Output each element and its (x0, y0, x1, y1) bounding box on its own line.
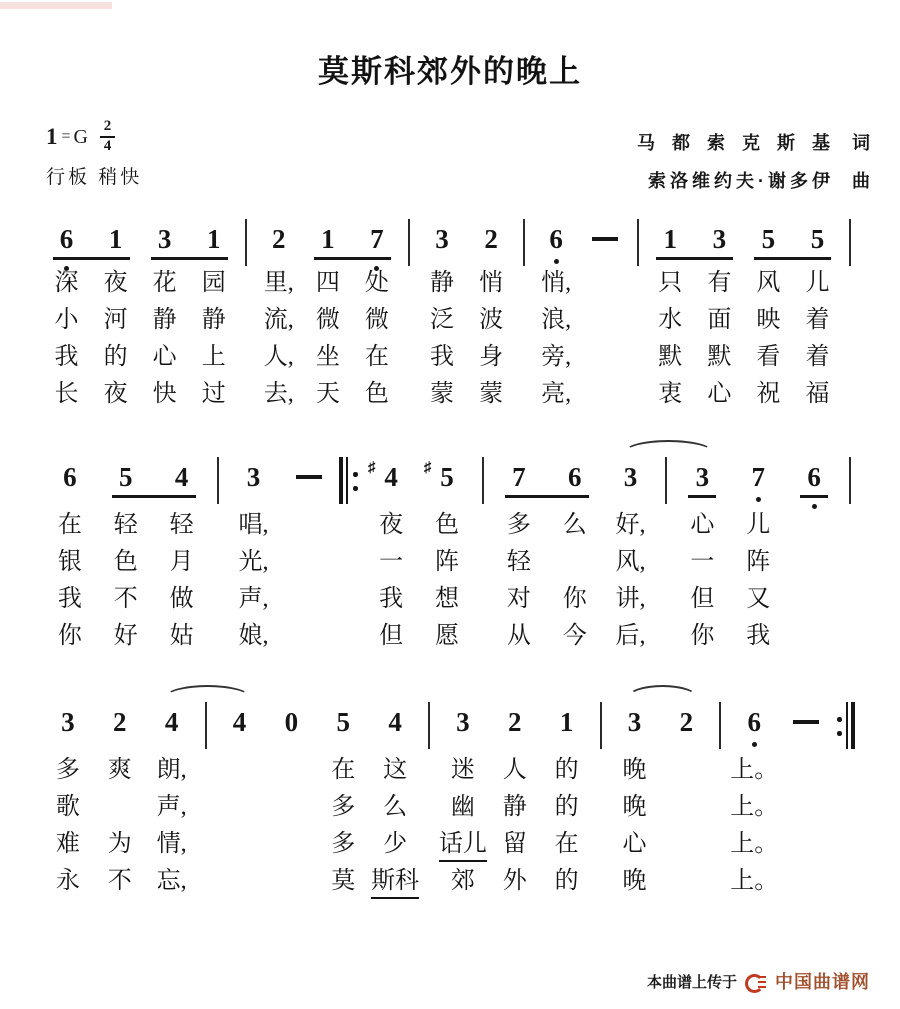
lyric-syllable: 祝 (756, 381, 781, 407)
lyric-syllable: 多 (55, 757, 80, 783)
lyric-syllable: 福 (805, 381, 830, 407)
lyric-syllable: 轻 (169, 512, 194, 538)
lyric-syllable: 静 (152, 307, 177, 333)
lyric-syllable: 不 (113, 586, 138, 612)
low-octave-dot (756, 497, 761, 502)
note-digit: 2 (508, 707, 522, 737)
lyric-syllable: 我 (746, 623, 771, 649)
lyric-syllable: 悄 (479, 270, 504, 296)
lyric-syllable: 阵 (746, 549, 771, 575)
note-digit: 3 (435, 224, 449, 254)
barline (719, 702, 721, 749)
lyric-syllable: 静 (201, 307, 226, 333)
lyric-syllable: 色 (113, 549, 138, 575)
repeat-right-thin-line (846, 702, 848, 749)
lyric-syllable: 四 (315, 270, 340, 296)
lyric-syllable: 轻 (113, 512, 138, 538)
lyric-syllable: 在 (331, 757, 356, 783)
lyric-syllable: 静 (502, 794, 527, 820)
note-digit: 6 (807, 462, 821, 492)
lyric-row (42, 381, 858, 413)
lyric-syllable: 朗, (156, 757, 187, 783)
repeat-dot (837, 731, 842, 736)
lyric-syllable: 天 (315, 381, 340, 407)
note-digit: 3 (456, 707, 470, 737)
lyric-row (42, 757, 858, 789)
lyric-syllable: 银 (57, 549, 82, 575)
lyric-syllable: 着 (805, 307, 830, 333)
note-digit: 6 (549, 224, 563, 254)
lyric-syllable: 光, (238, 549, 269, 575)
note-digit: 1 (321, 224, 335, 254)
lyric-syllable: 外 (502, 868, 527, 894)
lyric-syllable: 想 (435, 586, 459, 612)
barline (523, 219, 525, 266)
lyric-syllable: 我 (54, 344, 79, 370)
lyric-syllable: 愿 (435, 623, 459, 649)
lyric-syllable: 心 (690, 512, 715, 538)
lyric-syllable: 多 (331, 794, 356, 820)
site-logo-icon (745, 972, 767, 990)
site-name: 中国曲谱网 (775, 972, 870, 992)
lyricist-name: 马都索克斯基 (637, 133, 847, 153)
lyric-syllable: 浪, (541, 307, 572, 333)
tonic-label: 1 (46, 124, 58, 149)
lyric-syllable: 只 (658, 270, 683, 296)
lyric-syllable: 幽 (450, 794, 475, 820)
lyric-syllable: 上。 (730, 831, 779, 857)
lyric-syllable: 晚 (622, 794, 647, 820)
lyric-row (42, 344, 858, 376)
lyric-syllable: 儿 (805, 270, 830, 296)
lyric-syllable: 悄, (541, 270, 572, 296)
lyric-syllable: 多 (331, 831, 356, 857)
lyric-syllable: 晚 (622, 757, 647, 783)
lyric-syllable: 着 (805, 344, 830, 370)
lyric-syllable: 斯科 (371, 868, 419, 899)
duration-dash (793, 720, 819, 724)
lyric-syllable: 波 (479, 307, 504, 333)
note-digit: 5 (761, 224, 776, 254)
lyricist-role: 词 (852, 133, 870, 153)
lyric-syllable: 夜 (103, 381, 128, 407)
slur-arc (164, 685, 252, 711)
lyric-row (42, 270, 858, 302)
note-digit: 5 (440, 462, 454, 492)
composer-name: 索洛维约夫·谢多伊 (648, 171, 834, 191)
lyric-syllable: 蒙 (430, 381, 454, 407)
lyric-row (42, 868, 858, 900)
note-digit: 3 (712, 224, 727, 254)
lyric-syllable: 去, (263, 381, 294, 407)
note-digit: 3 (61, 707, 75, 737)
lyric-syllable: 爽 (107, 757, 132, 783)
lyric-syllable: 小 (54, 307, 79, 333)
lyric-syllable: 夜 (379, 512, 404, 538)
lyric-syllable: 今 (562, 623, 587, 649)
lyric-syllable: 默 (658, 344, 683, 370)
note-digit: 2 (113, 707, 127, 737)
lyric-syllable: 少 (383, 831, 408, 857)
lyric-syllable: 上 (201, 344, 226, 370)
underline-beam (53, 257, 130, 260)
sharp-accidental: ♯ (368, 460, 376, 476)
lyric-syllable: 有 (707, 270, 732, 296)
lyric-syllable: 风, (615, 549, 646, 575)
logo-bar-shape (758, 986, 766, 988)
lyric-syllable: 话儿 (439, 831, 487, 862)
lyric-syllable: 微 (315, 307, 340, 333)
note-digit: 2 (272, 224, 286, 254)
lyric-row (42, 512, 858, 544)
note-digit: 6 (59, 224, 74, 254)
lyric-syllable: 长 (54, 381, 79, 407)
lyric-syllable: 坐 (315, 344, 340, 370)
lyric-syllable: 身 (479, 344, 504, 370)
sharp-accidental: ♯ (424, 460, 432, 476)
note-digit: 7 (751, 462, 765, 492)
repeat-left-thick-line (339, 457, 343, 504)
note-digit: 7 (512, 462, 526, 492)
note-digit: 6 (63, 462, 77, 492)
note-digit: 4 (384, 462, 398, 492)
meter-denominator: 4 (103, 138, 112, 154)
slur-arc (627, 685, 699, 711)
lyric-syllable: 留 (502, 831, 527, 857)
lyric-syllable: 忘, (156, 868, 187, 894)
footer-watermark (647, 968, 870, 994)
repeat-left-thin-line (346, 457, 348, 504)
repeat-dot (837, 717, 842, 722)
lyric-syllable: 默 (707, 344, 732, 370)
rest-digit: 0 (284, 707, 299, 737)
note-digit: 1 (108, 224, 123, 254)
lyric-syllable: 声, (238, 586, 269, 612)
slur-arc (623, 440, 715, 466)
lyric-row (42, 831, 858, 863)
lyric-syllable: 多 (506, 512, 531, 538)
logo-bar-shape (758, 981, 766, 983)
lyric-syllable: 色 (364, 381, 389, 407)
lyric-syllable: 泛 (430, 307, 454, 333)
lyric-syllable: 蒙 (479, 381, 504, 407)
barline (482, 457, 484, 504)
lyric-syllable: 园 (201, 270, 226, 296)
lyric-syllable: 我 (57, 586, 82, 612)
lyric-syllable: 声, (156, 794, 187, 820)
lyric-syllable: 人, (263, 344, 294, 370)
lyric-syllable: 难 (55, 831, 80, 857)
underline-beam (151, 257, 228, 260)
note-digit: 5 (336, 707, 350, 737)
lyric-syllable: 阵 (435, 549, 459, 575)
underline-beam (656, 257, 733, 260)
lyric-syllable: 的 (103, 344, 128, 370)
lyric-syllable: 花 (152, 270, 177, 296)
lyric-syllable: 儿 (746, 512, 771, 538)
underline-beam (800, 495, 828, 498)
lyric-syllable: 上。 (730, 757, 779, 783)
lyric-syllable: 从 (506, 623, 531, 649)
lyric-syllable: 但 (379, 623, 404, 649)
lyric-syllable: 在 (554, 831, 579, 857)
note-digit: 3 (157, 224, 172, 254)
lyric-syllable: 水 (658, 307, 683, 333)
underline-beam (112, 495, 196, 498)
logo-bar-shape (758, 976, 766, 978)
lyric-syllable: 你 (562, 586, 587, 612)
barline (245, 219, 247, 266)
lyric-syllable: 娘, (238, 623, 269, 649)
lyric-syllable: 轻 (506, 549, 531, 575)
duration-dash (592, 237, 618, 241)
lyric-row (42, 794, 858, 826)
lyric-syllable: 唱, (238, 512, 269, 538)
lyric-syllable: 看 (756, 344, 781, 370)
barline (849, 219, 851, 266)
note-digit: 7 (370, 224, 384, 254)
underline-beam (314, 257, 391, 260)
equals-sign: = (61, 128, 71, 145)
lyric-syllable: 我 (430, 344, 454, 370)
note-digit: 4 (232, 707, 247, 737)
lyric-syllable: 你 (57, 623, 82, 649)
lyric-syllable: 亮, (541, 381, 572, 407)
barline (600, 702, 602, 749)
lyric-syllable: 心 (622, 831, 647, 857)
lyric-syllable: 歌 (55, 794, 80, 820)
lyric-syllable: 对 (506, 586, 531, 612)
lyric-syllable: 映 (756, 307, 781, 333)
lyric-syllable: 衷 (658, 381, 683, 407)
lyric-syllable: 色 (435, 512, 459, 538)
music-system (42, 440, 858, 660)
note-digit: 5 (810, 224, 825, 254)
lyric-syllable: 微 (364, 307, 389, 333)
lyric-syllable: 又 (746, 586, 771, 612)
lyric-syllable: 面 (707, 307, 732, 333)
underline-beam (688, 495, 716, 498)
music-system (42, 685, 858, 905)
note-digit: 1 (559, 707, 574, 737)
underline-beam (754, 257, 831, 260)
low-octave-dot (812, 504, 817, 509)
note-digit: 4 (174, 462, 189, 492)
lyric-syllable: 情, (156, 831, 187, 857)
lyric-syllable: 里, (263, 270, 294, 296)
note-digit: 5 (119, 462, 133, 492)
lyric-syllable: 姑 (169, 623, 194, 649)
lyric-syllable: 一 (379, 549, 404, 575)
lyric-syllable: 心 (152, 344, 177, 370)
barline (217, 457, 219, 504)
lyric-syllable: 静 (430, 270, 454, 296)
lyric-syllable: 郊 (450, 868, 475, 894)
note-digit: 2 (679, 707, 694, 737)
lyric-syllable: 这 (383, 757, 408, 783)
note-digit: 3 (246, 462, 261, 492)
lyric-syllable: 我 (379, 586, 404, 612)
note-digit: 6 (567, 462, 582, 492)
upload-note: 本曲谱上传于 (646, 973, 737, 991)
lyric-syllable: 在 (364, 344, 389, 370)
lyric-syllable: 但 (690, 586, 715, 612)
note-digit: 3 (623, 462, 638, 492)
repeat-right-thick-line (851, 702, 855, 749)
note-digit: 1 (663, 224, 678, 254)
repeat-dot (353, 486, 358, 491)
composer-role: 曲 (852, 171, 870, 191)
lyric-syllable: 迷 (450, 757, 475, 783)
lyric-syllable: 永 (55, 868, 80, 894)
lyric-syllable: 深 (54, 270, 79, 296)
note-digit: 3 (695, 462, 710, 492)
lyric-syllable: 快 (152, 381, 177, 407)
tempo-marking: 行板 稍快 (46, 167, 143, 188)
duration-dash (296, 475, 322, 479)
lyric-syllable: 么 (383, 794, 408, 820)
key-letter: G (73, 125, 88, 148)
music-system (42, 218, 858, 418)
low-octave-dot (752, 742, 757, 747)
lyric-syllable: 河 (103, 307, 128, 333)
lyric-syllable: 后, (615, 623, 646, 649)
barline (849, 457, 851, 504)
lyric-syllable: 的 (554, 868, 579, 894)
lyric-syllable: 人 (502, 757, 527, 783)
lyric-syllable: 月 (169, 549, 194, 575)
lyric-syllable: 好 (113, 623, 138, 649)
lyric-syllable: 为 (107, 831, 132, 857)
repeat-dot (353, 472, 358, 477)
note-digit: 3 (627, 707, 642, 737)
underline-beam (505, 495, 589, 498)
note-digit: 1 (206, 224, 221, 254)
note-digit: 2 (484, 224, 498, 254)
lyric-syllable: 么 (562, 512, 587, 538)
lyric-syllable: 上。 (730, 868, 779, 894)
lyric-syllable: 处 (364, 270, 389, 296)
barline (428, 702, 430, 749)
lyric-syllable: 夜 (103, 270, 128, 296)
note-digit: 6 (747, 707, 761, 737)
lyric-row (42, 586, 858, 618)
lyric-syllable: 不 (107, 868, 132, 894)
song-title: 莫斯科郊外的晚上 (318, 54, 582, 89)
lyric-syllable: 心 (707, 381, 732, 407)
lyric-syllable: 一 (690, 549, 715, 575)
lyric-syllable: 的 (554, 757, 579, 783)
lyric-syllable: 在 (57, 512, 82, 538)
lyric-syllable: 晚 (622, 868, 647, 894)
lyric-syllable: 做 (169, 586, 194, 612)
meter-numerator: 2 (103, 118, 112, 135)
lyric-syllable: 的 (554, 794, 579, 820)
lyric-syllable: 好, (615, 512, 646, 538)
lyric-syllable: 风 (756, 270, 781, 296)
note-digit: 4 (388, 707, 402, 737)
lyric-syllable: 你 (690, 623, 715, 649)
barline (637, 219, 639, 266)
note-digit: 4 (164, 707, 179, 737)
lyric-syllable: 流, (263, 307, 294, 333)
lyric-syllable: 莫 (331, 868, 356, 894)
lyric-syllable: 上。 (730, 794, 779, 820)
lyric-syllable: 讲, (615, 586, 646, 612)
lyric-row (42, 623, 858, 655)
lyric-syllable: 旁, (541, 344, 572, 370)
barline (408, 219, 410, 266)
low-octave-dot (554, 259, 559, 264)
lyric-row (42, 307, 858, 339)
lyric-row (42, 549, 858, 581)
lyric-syllable: 过 (201, 381, 226, 407)
